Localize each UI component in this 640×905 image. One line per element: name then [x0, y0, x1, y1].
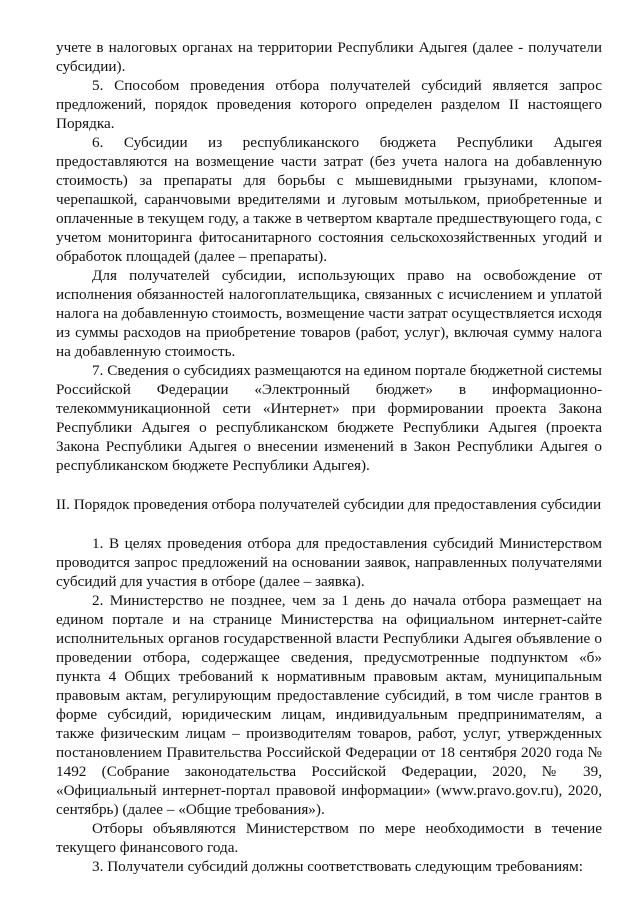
paragraph-item-7: 7. Сведения о субсидиях размещаются на едином портале бюджетной системы Российской Федерации «Электронный бюджет» в информационно-телекоммуникационной сети «Интернет» при формировании проекта Закона Республики Адыгея о республиканском бюджете Республики Адыгея (проекта Закона Республики Адыгея о внесении изменений в Закон Республики Адыгея о республиканском бюджете Республики Адыгея).: [56, 362, 602, 474]
paragraph-section-item-1: 1. В целях проведения отбора для предоставления субсидий Министерством проводится запрос предложений на основании заявок, направленных получателями субсидий для участия в отборе (далее – заявка).: [56, 535, 602, 590]
section-heading: II. Порядок проведения отбора получателей субсидии для предоставления субсидии: [56, 496, 602, 513]
paragraph-selection-frequency: Отборы объявляются Министерством по мере необходимости в течение текущего финансового года.: [56, 820, 602, 856]
document-page: [56, 38, 602, 876]
paragraph-section-item-2: 2. Министерство не позднее, чем за 1 день до начала отбора размещает на едином портале и на странице Министерства на официальном интернет-сайте исполнительных органов государственной власти Республики Адыгея объявление о проведении отбора, содержащее сведения, предусмотренные подпунктом «б» пункта 4 Общих требований к нормативным правовым актам, муниципальным правовым актам, регулирующим предоставление субсидий, в том числе грантов в форме субсидий, юридическим лицам, индивидуальным предпринимателям, а также физическим лицам – производителям товаров, работ, услуг, утвержденных постановлением Правительства Российской Федерации от 18 сентября 2020 года № 1492 (Собрание законодательства Российской Федерации, 2020, № 39, «Официальный интернет-портал правовой информации» (www.pravo.gov.ru), 2020, сентябрь) (далее – «Общие требования»).: [56, 592, 602, 818]
paragraph-continuation: учете в налоговых органах на территории Республики Адыгея (далее - получатели субсидии).: [56, 39, 602, 75]
paragraph-item-5: 5. Способом проведения отбора получателей субсидий является запрос предложений, порядок проведения которого определен разделом II настоящего Порядка.: [56, 77, 602, 132]
paragraph-item-6: 6. Субсидии из республиканского бюджета Республики Адыгея предоставляются на возмещение части затрат (без учета налога на добавленную стоимость) за препараты для борьбы с мышевидными грызунами, клопом-черепашкой, саранчовыми вредителями и луговым мотыльком, приобретенные и оплаченные в текущем году, а также в четвертом квартале предшествующего года, с учетом мониторинга фитосанитарного состояния сельскохозяйственных угодий и обработок площадей (далее – препараты).: [56, 134, 602, 265]
paragraph-section-item-3: 3. Получатели субсидий должны соответствовать следующим требованиям:: [92, 858, 583, 875]
paragraph-vat-exemption: Для получателей субсидии, использующих право на освобождение от исполнения обязанностей налогоплательщика, связанных с исчислением и уплатой налога на добавленную стоимость, возмещение части затрат осуществляется исходя из суммы расходов на приобретение товаров (работ, услуг), включая сумму налога на добавленную стоимость.: [56, 267, 602, 360]
